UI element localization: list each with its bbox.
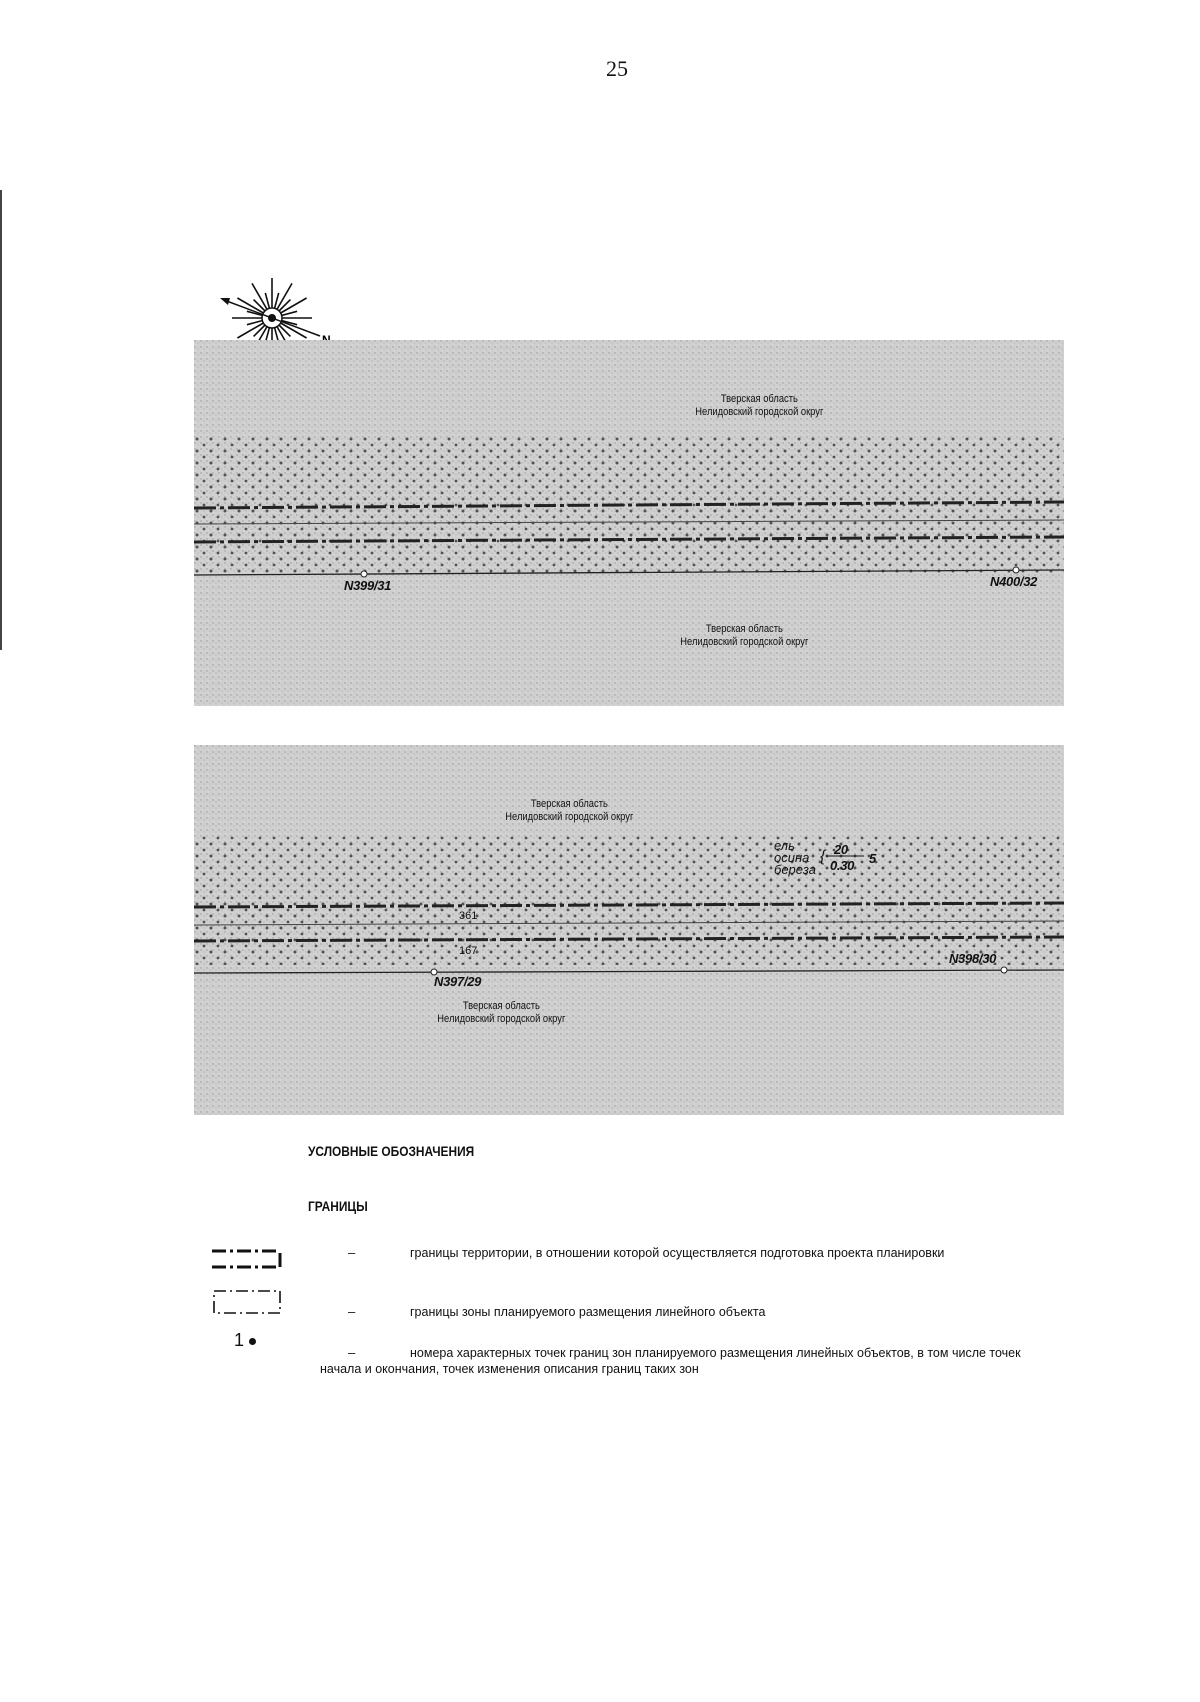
page-edge-rule <box>0 190 2 650</box>
legend-item <box>210 1245 1010 1281</box>
forest-brace-icon: { <box>820 848 826 865</box>
legend-dash: – <box>348 1245 356 1260</box>
legend-section-title: ГРАНИЦЫ <box>308 1198 368 1214</box>
region-label-top: Тверская область Нелидовский городской округ <box>505 798 634 823</box>
map-panel-1 <box>194 340 1064 706</box>
page-number: 25 <box>606 56 628 81</box>
region-label-bottom: Тверская область Нелидовский городской округ <box>680 623 809 648</box>
legend-text: границы территории, в отношении которой осуществляется подготовка проекта планировки <box>410 1246 945 1260</box>
forest-numerator: 20 <box>834 842 848 857</box>
point-label: N397/29 <box>434 974 482 989</box>
point-number-icon: 1 <box>234 1330 256 1351</box>
map-panel-1-drawing <box>194 340 1064 706</box>
segment-number: 167 <box>459 945 478 957</box>
region-label-bottom: Тверская область Нелидовский городской округ <box>437 1000 566 1025</box>
region-label-top: Тверская область Нелидовский городской округ <box>695 393 824 418</box>
segment-number: 361 <box>459 910 478 922</box>
point-label: N400/32 <box>990 574 1038 589</box>
legend-item <box>210 1287 1010 1317</box>
legend-text: границы зоны планируемого размещения линейного объекта <box>410 1305 766 1319</box>
forest-denominator: 0.30 <box>830 858 855 873</box>
legend-dash: – <box>348 1345 356 1360</box>
territory-boundary-icon <box>210 1245 290 1277</box>
zone-boundary-icon <box>210 1287 290 1317</box>
legend-item <box>210 1330 1021 1376</box>
legend-text: номера характерных точек границ зон планируемого размещения линейных объектов, в том числе точек начала и окончания, точек изменения описания границ таких зон <box>320 1346 1021 1376</box>
legend-dash: – <box>348 1304 356 1319</box>
forest-spacing: 5 <box>869 851 876 866</box>
legend-title: УСЛОВНЫЕ ОБОЗНАЧЕНИЯ <box>308 1143 475 1159</box>
map-panel-2 <box>194 745 1064 1115</box>
point-label: N398/30 <box>949 951 997 966</box>
point-label: N399/31 <box>344 578 392 593</box>
forest-annotation: ель осина береза <box>774 838 816 877</box>
